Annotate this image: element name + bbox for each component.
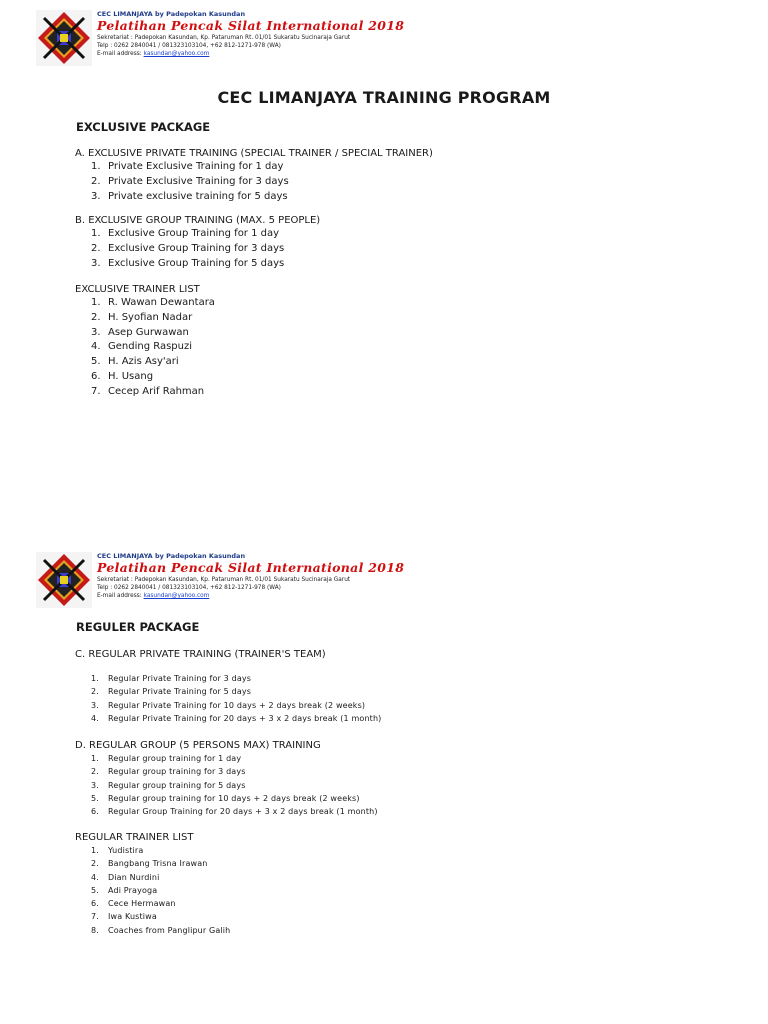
list-item: 3. Regular group training for 5 days xyxy=(91,780,246,790)
org-name: CEC LIMANJAYA by Padepokan Kasundan xyxy=(97,10,246,18)
email-line xyxy=(97,592,697,600)
list-item: 1. Yudistira xyxy=(91,846,144,855)
regular-group-title: D. REGULAR GROUP (5 PERSONS MAX) TRAINING xyxy=(75,740,321,751)
address: Sekretariat : Padepokan Kasundan, Kp. Pataruman Rt. 01/01 Sukaratu Sucinaraja Garut xyxy=(97,577,351,583)
list-item: 5. H. Azis Asy'ari xyxy=(91,356,179,368)
list-item: 1. Exclusive Group Training for 1 day xyxy=(91,228,280,239)
regular-trainer-list xyxy=(91,844,230,937)
regular-heading: REGULER PACKAGE xyxy=(76,620,200,634)
list-item: 3. Private exclusive training for 5 days xyxy=(91,190,288,202)
list-item: 6. Regular Group Training for 20 days + 3 x 2 days break (1 month) xyxy=(91,807,378,817)
list-item: 1. Private Exclusive Training for 1 day xyxy=(91,161,284,172)
exclusive-private-list xyxy=(91,160,289,204)
email-link[interactable]: kasundan@yahoo.com xyxy=(143,51,210,58)
list-item: 3. Regular Private Training for 10 days + 2 days break (2 weeks) xyxy=(91,700,366,710)
list-item: 4. Dian Nurdini xyxy=(91,872,160,882)
exclusive-private-title: A. EXCLUSIVE PRIVATE TRAINING (SPECIAL TRAINER / SPECIAL TRAINER) xyxy=(75,148,433,159)
list-item: 2. Exclusive Group Training for 3 days xyxy=(91,242,285,254)
list-item: 2. Private Exclusive Training for 3 days xyxy=(91,175,289,187)
exclusive-group-list xyxy=(91,227,284,271)
list-item: 8. Coaches from Panglipur Galih xyxy=(91,925,231,935)
address: Sekretariat : Padepokan Kasundan, Kp. Pataruman Rt. 01/01 Sukaratu Sucinaraja Garut xyxy=(97,35,351,41)
list-item: 6. H. Usang xyxy=(91,370,154,382)
list-item: 1. R. Wawan Dewantara xyxy=(91,297,215,308)
list-item: 7. Iwa Kustiwa xyxy=(91,912,157,922)
email-link[interactable]: kasundan@yahoo.com xyxy=(143,593,210,600)
regular-group-list xyxy=(91,752,378,818)
regular-private-list xyxy=(91,672,381,725)
regular-private-title: C. REGULAR PRIVATE TRAINING (TRAINER'S TEAM) xyxy=(75,649,326,660)
logo-icon xyxy=(36,552,92,608)
email-label: E-mail address: xyxy=(97,593,144,600)
list-item: 2. Regular Private Training for 5 days xyxy=(91,687,252,697)
letterhead xyxy=(36,10,736,72)
regular-trainer-title: REGULAR TRAINER LIST xyxy=(75,832,194,843)
page-title: CEC LIMANJAYA TRAINING PROGRAM xyxy=(217,88,551,107)
list-item: 2. H. Syofian Nadar xyxy=(91,311,193,323)
event-name: Pelatihan Pencak Silat International 2018 xyxy=(97,18,405,33)
list-item: 1. Regular group training for 1 day xyxy=(91,754,242,763)
list-item: 3. Exclusive Group Training for 5 days xyxy=(91,257,285,269)
list-item: 3. Asep Gurwawan xyxy=(91,326,189,338)
list-item: 2. Regular group training for 3 days xyxy=(91,767,246,777)
list-item: 4. Gending Raspuzi xyxy=(91,341,193,353)
email-label: E-mail address: xyxy=(97,51,144,58)
list-item: 5. Adi Prayoga xyxy=(91,885,158,895)
exclusive-trainer-title: EXCLUSIVE TRAINER LIST xyxy=(75,284,200,295)
org-name: CEC LIMANJAYA by Padepokan Kasundan xyxy=(97,552,246,560)
list-item: 1. Regular Private Training for 3 days xyxy=(91,674,252,683)
exclusive-heading: EXCLUSIVE PACKAGE xyxy=(76,120,211,134)
phone: Telp : 0262 2840041 / 081323103104, +62 812-1271-978 (WA) xyxy=(97,43,281,50)
logo-icon xyxy=(36,10,92,66)
email-line xyxy=(97,50,697,58)
event-name: Pelatihan Pencak Silat International 2018 xyxy=(97,560,405,575)
list-item: 4. Regular Private Training for 20 days + 3 x 2 days break (1 month) xyxy=(91,713,382,723)
letterhead xyxy=(36,552,736,614)
phone: Telp : 0262 2840041 / 081323103104, +62 812-1271-978 (WA) xyxy=(97,585,281,592)
list-item: 6. Cece Hermawan xyxy=(91,899,176,909)
list-item: 7. Cecep Arif Rahman xyxy=(91,385,205,397)
exclusive-group-title: B. EXCLUSIVE GROUP TRAINING (MAX. 5 PEOPLE) xyxy=(75,215,321,226)
list-item: 5. Regular group training for 10 days + 2 days break (2 weeks) xyxy=(91,793,360,803)
list-item: 2. Bangbang Trisna Irawan xyxy=(91,859,208,869)
exclusive-trainer-list xyxy=(91,296,215,400)
